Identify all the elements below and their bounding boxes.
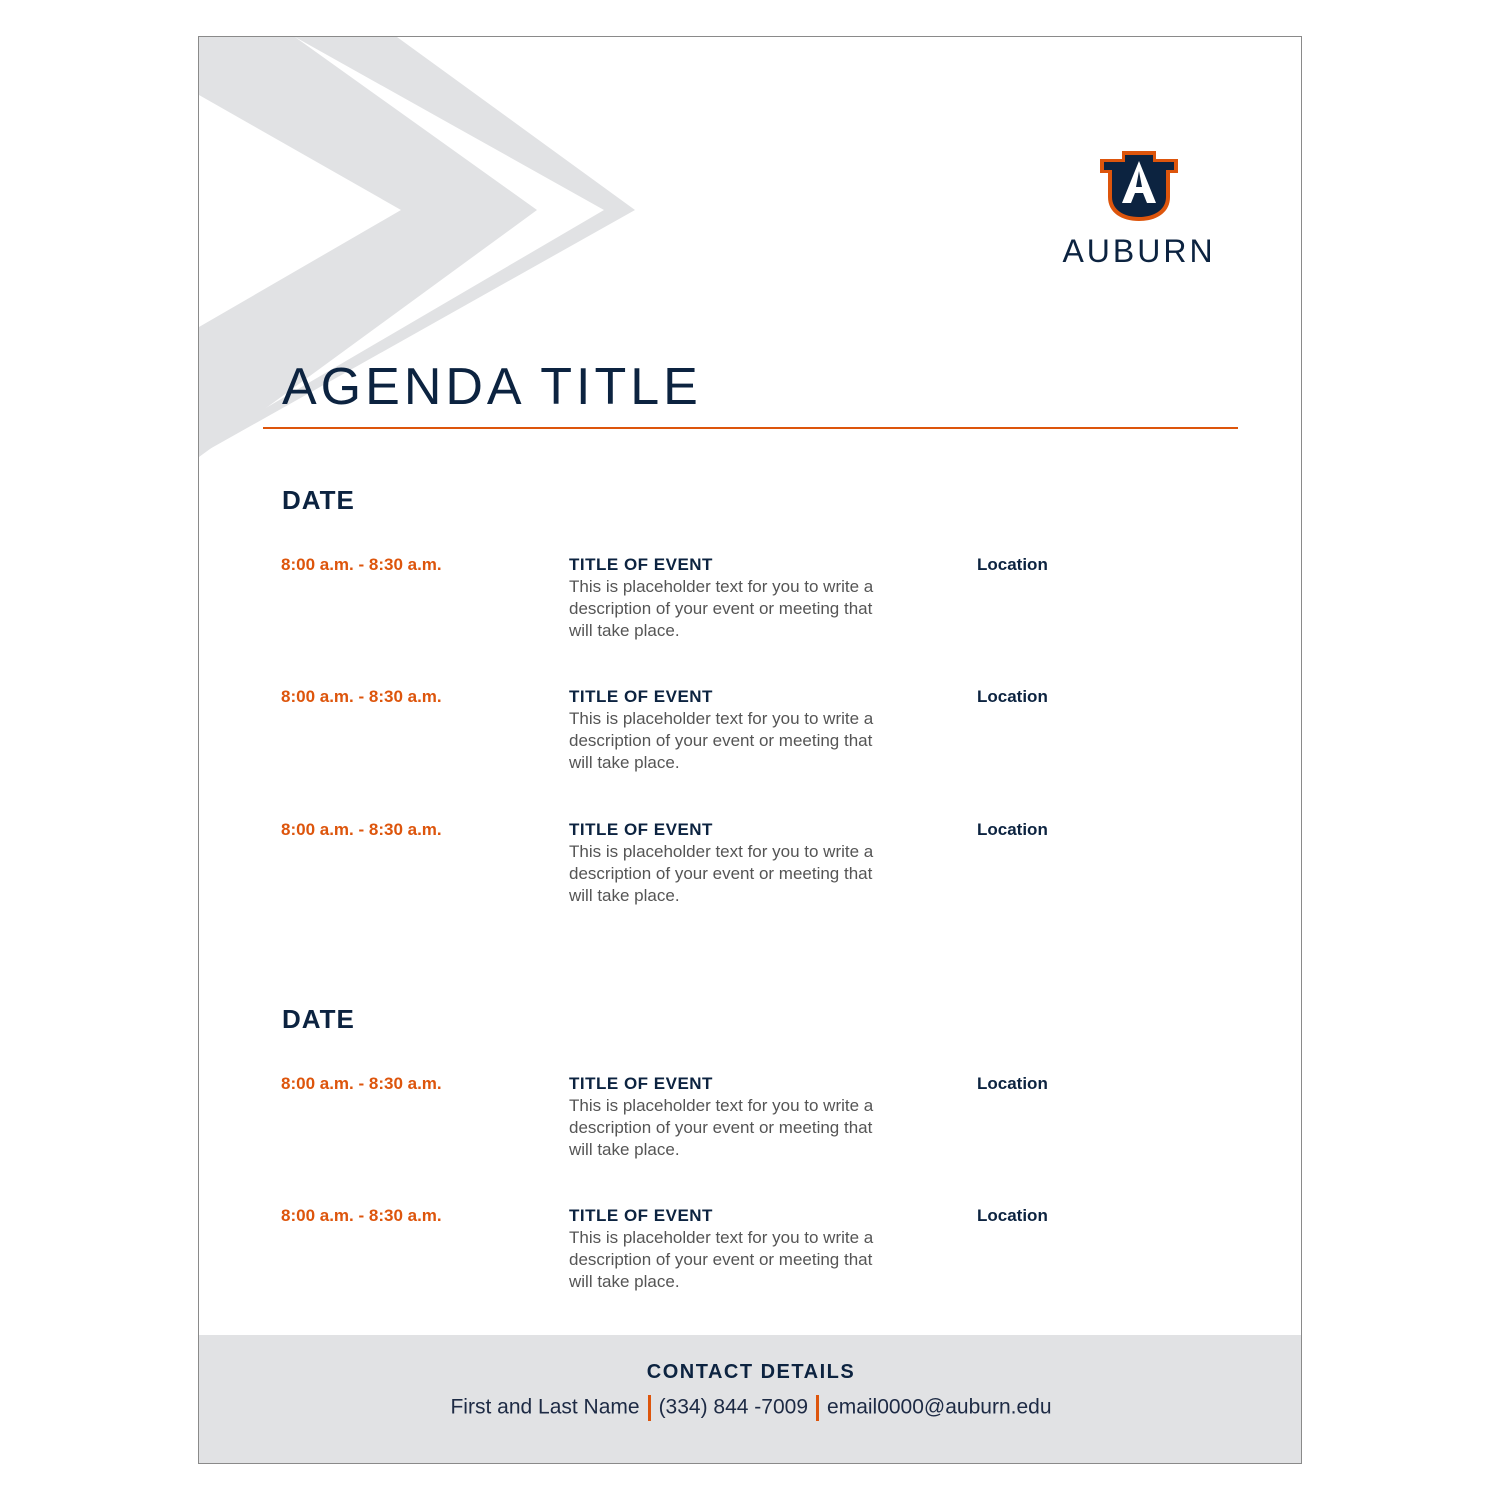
agenda-item — [199, 1206, 1302, 1306]
agenda-item — [199, 1074, 1302, 1174]
event-title: TITLE OF EVENT — [569, 820, 713, 839]
title-divider — [263, 427, 1238, 429]
page-title: AGENDA TITLE — [282, 358, 702, 416]
event-description: This is placeholder text for you to write a description of your event or meeting that will take place. — [569, 1228, 874, 1291]
event-time: 8:00 a.m. - 8:30 a.m. — [281, 555, 442, 574]
event-description: This is placeholder text for you to write a description of your event or meeting that will take place. — [569, 842, 874, 905]
contact-line — [199, 1395, 1302, 1421]
event-location: Location — [977, 1074, 1048, 1093]
contact-heading: CONTACT DETAILS — [646, 1361, 856, 1383]
event-title: TITLE OF EVENT — [569, 1206, 713, 1225]
event-time: 8:00 a.m. - 8:30 a.m. — [281, 687, 442, 706]
event-location: Location — [977, 820, 1048, 839]
event-description: This is placeholder text for you to write a description of your event or meeting that will take place. — [569, 709, 874, 772]
event-title: TITLE OF EVENT — [569, 1074, 713, 1093]
event-location: Location — [977, 555, 1048, 574]
auburn-wordmark: AUBURN — [1062, 233, 1216, 269]
event-title: TITLE OF EVENT — [569, 555, 713, 574]
event-location: Location — [977, 1206, 1048, 1225]
agenda-item — [199, 687, 1302, 787]
event-time: 8:00 a.m. - 8:30 a.m. — [281, 820, 442, 839]
contact-footer — [199, 1335, 1302, 1464]
event-description: This is placeholder text for you to write a description of your event or meeting that will take place. — [569, 1096, 874, 1159]
contact-separator — [648, 1395, 651, 1421]
agenda-item — [199, 820, 1302, 920]
contact-phone: (334) 844 -7009 — [658, 1395, 809, 1419]
event-time: 8:00 a.m. - 8:30 a.m. — [281, 1074, 442, 1093]
contact-name: First and Last Name — [450, 1395, 640, 1419]
date-heading: DATE — [282, 1004, 355, 1034]
contact-separator — [816, 1395, 819, 1421]
event-location: Location — [977, 687, 1048, 706]
event-title: TITLE OF EVENT — [569, 687, 713, 706]
event-description: This is placeholder text for you to write a description of your event or meeting that will take place. — [569, 577, 874, 640]
au-monogram-icon — [1096, 147, 1182, 223]
agenda-page — [198, 36, 1302, 1464]
event-time: 8:00 a.m. - 8:30 a.m. — [281, 1206, 442, 1225]
auburn-logo — [1039, 147, 1239, 270]
contact-email: email0000@auburn.edu — [827, 1395, 1052, 1419]
date-heading: DATE — [282, 485, 355, 515]
agenda-item — [199, 555, 1302, 655]
